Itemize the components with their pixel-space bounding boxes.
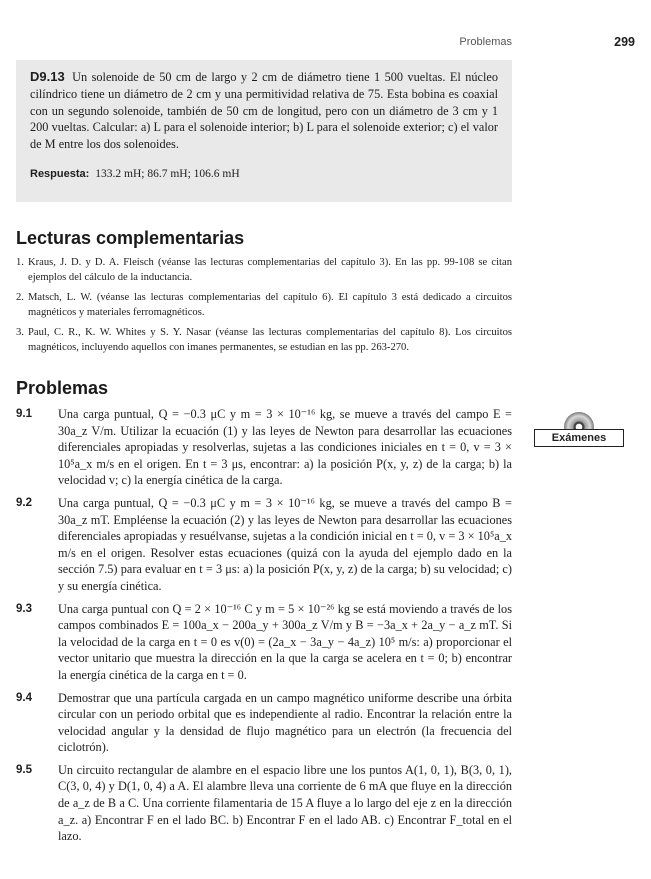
reading-number: 2.: [16, 292, 24, 304]
drill-problem-text: Un solenoide de 50 cm de largo y 2 cm de diámetro tiene 1 500 vueltas. El núcleo cilíndrico tiene un diámetro de 2 cm y una permitividad relativa de 75. Esta bobina es coaxial con un segundo solenoide, también de 50 cm de longitud, pero con un diámetro de 3 cm y 1 200 vueltas. Calcular: a) L para el solenoide interior; b) L para el solenoide exterior; c) el valor de M entre los dos solenoides.: [30, 70, 498, 152]
exams-badge-label: Exámenes: [534, 429, 624, 447]
problem-number: 9.4: [16, 691, 32, 704]
running-header-section: Problemas: [459, 36, 512, 48]
problem-item: [16, 495, 512, 595]
drill-answer: [30, 166, 498, 183]
problems-list: [16, 406, 512, 851]
reading-item: [16, 256, 512, 285]
problem-text: Una carga puntual, Q = −0.3 μC y m = 3 × 10⁻¹⁶ kg, se mueve a través del campo E = 30a_z V/m. Utilizar la ecuación (1) y las leyes de Newton para desarrollar las ecuaciones diferenciales apropiadas y resolverlas, sujetas a las condiciones iniciales en t = 0, v = 3 × 10⁵a_x m/s en el origen. En t = 3 μs, encontrar: a) la posición P(x, y, z) de la carga; b) la velocidad v; c) la energía cinética de la carga.: [58, 407, 512, 488]
problem-item: [16, 762, 512, 845]
reading-number: 3.: [16, 327, 24, 339]
problem-item: [16, 690, 512, 756]
problem-number: 9.1: [16, 408, 32, 420]
problem-item: [16, 406, 512, 489]
reading-number: 1.: [16, 257, 24, 268]
problems-heading: Problemas: [16, 378, 109, 398]
problem-number: 9.2: [16, 496, 32, 509]
drill-problem-statement: [30, 69, 498, 153]
drill-answer-values: 133.2 mH; 86.7 mH; 106.6 mH: [95, 167, 240, 180]
reading-text: Kraus, J. D. y D. A. Fleisch (véanse las lecturas complementarias del capítulo 3). En las pp. 99-108 se citan ejemplos del cálculo de la inductancia.: [28, 257, 512, 283]
reading-item: [16, 326, 512, 355]
problem-number: 9.3: [16, 602, 32, 615]
problem-text: Una carga puntual, Q = −0.3 μC y m = 3 × 10⁻¹⁶ kg, se mueve a través del campo B = 30a_z mT. Empléense la ecuación (2) y las leyes de Newton para desarrollar las ecuaciones diferenciales apropiadas y resuélvanse, sujetas a la condición inicial en t = 0, v = 3 × 10⁵a_x m/s en el origen. Resolver estas ecuaciones (quizá con la ayuda del ejemplo dado en la sección 7.5) para evaluar en t = 3 μs: a) la posición P(x, y, z) de la carga; b) su velocidad; c) y su energía cinética.: [58, 495, 512, 593]
problem-text: Demostrar que una partícula cargada en un campo magnético uniforme describe una órbita circular con un periodo orbital que es independiente al radio. Encontrar la relación entre la velocidad angular y la densidad de flujo magnético para un electrón (la frecuencia del ciclotrón).: [58, 690, 512, 755]
running-header: [0, 36, 651, 52]
reading-text: Paul, C. R., K. W. Whites y S. Y. Nasar (véanse las lecturas complementarias del capítulo 8). Los circuitos magnéticos, incluyendo aquellos con imanes permanentes, se estudian en las pp. 263-270.: [28, 327, 512, 353]
exams-badge: [530, 412, 630, 452]
page-number: 299: [614, 35, 635, 49]
drill-problem-code: D9.13: [30, 69, 65, 84]
readings-list: [16, 256, 512, 362]
reading-item: [16, 291, 512, 320]
readings-heading: Lecturas complementarias: [16, 228, 245, 248]
problem-text: Una carga puntual con Q = 2 × 10⁻¹⁶ C y m = 5 × 10⁻²⁶ kg se está moviendo a través de los campos combinados E = 100a_x − 200a_y + 300a_z V/m y B = −3a_x + 2a_y − a_z mT. Si la velocidad de la carga en t = 0 es v(0) = (2a_x − 3a_y − 4a_z) 10⁵ m/s: a) proporcionar el vector unitario que muestra la dirección en la que la carga se acelera en t = 0; b) encontrar la energía cinética de la carga en t = 0.: [58, 601, 512, 682]
problem-text: Un circuito rectangular de alambre en el espacio libre une los puntos A(1, 0, 1), B(3, 0, 1), C(3, 0, 4) y D(1, 0, 4) a A. El alambre lleva una corriente de 6 mA que fluye en la dirección de a_z de B a C. Una corriente filamentaria de 15 A fluye a lo largo del eje z en la dirección a_z. a) Encontrar F en el lado BC. b) Encontrar F en el lado AB. c) Encontrar F_total en el lazo.: [58, 762, 512, 844]
drill-answer-label: Respuesta:: [30, 167, 90, 180]
drill-problem-box: [16, 60, 512, 202]
reading-text: Matsch, L. W. (véanse las lecturas complementarias del capítulo 6). El capítulo 3 está dedicado a circuitos magnéticos y materiales ferromagnéticos.: [28, 292, 512, 318]
problem-number: 9.5: [16, 763, 32, 776]
problem-item: [16, 601, 512, 684]
